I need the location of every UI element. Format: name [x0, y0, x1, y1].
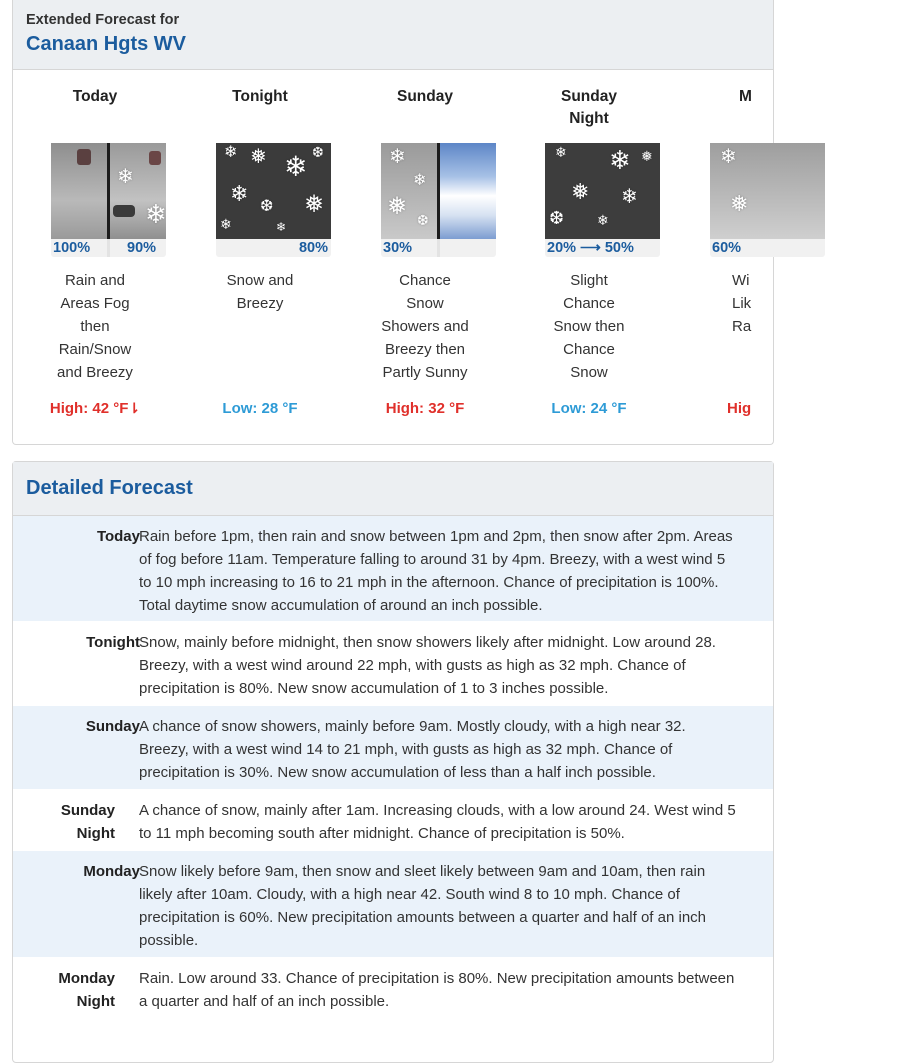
snow-rain-icon[interactable]: ❄ ❅ 60%: [710, 143, 825, 257]
detailed-row-label: Today: [96, 528, 140, 545]
period-temperature: High: 32 °F: [385, 400, 465, 417]
detailed-forecast-panel: [12, 461, 774, 1063]
down-arrow-icon: ⇂: [128, 400, 141, 416]
detailed-row-text: Snow likely before 9am, then snow and sleet likely between 9am and 10am, then rain likely after 10am. Cloudy, with a high near 42. South wind 8 to 10 mph. Chance of precipitation is 60%. New precipitation amounts between a quarter and half of an inch possible.: [139, 863, 707, 949]
detailed-forecast-title: Detailed Forecast: [26, 477, 193, 499]
detailed-row-text: A chance of snow showers, mainly before 9am. Mostly cloudy, with a high near 32. Breezy, with a west wind 14 to 21 mph, with gusts as high as 32 mph. Chance of precipitation is 30%. New snow accumulation of less than a half inch possible.: [139, 718, 686, 781]
period-temperature: [13, 400, 177, 417]
forecast-period-sunday-night[interactable]: [507, 70, 671, 444]
forecast-period-today[interactable]: [13, 70, 177, 444]
detailed-row-monday: [13, 851, 773, 957]
detailed-row-today: [13, 516, 773, 621]
pop-right: 90%: [127, 240, 157, 256]
rain-fog-icon[interactable]: ❄ ❄ 100% 90%: [51, 143, 166, 257]
detailed-row-sunday: [13, 706, 773, 789]
period-name: Sunday: [397, 88, 453, 105]
forecast-period-tonight[interactable]: [178, 70, 342, 444]
snow-night-icon[interactable]: ❄ ❄ ❅ ❅ ❄ ❆ ❄ 20% ⟶ 50%: [545, 143, 660, 257]
period-description: Chance Snow Showers and Breezy then Partly Sunny: [381, 272, 469, 381]
period-name: Sunday Night: [561, 88, 617, 127]
location-title[interactable]: Canaan Hgts WV: [26, 33, 187, 55]
period-temperature: Low: 24 °F: [551, 400, 627, 417]
temperature-value: High: 42 °F: [49, 400, 129, 417]
detailed-row-sunday-night: [13, 790, 773, 850]
extended-forecast-header: [13, 0, 773, 70]
period-description: Slight Chance Snow then Chance Snow: [553, 272, 625, 381]
detailed-row-tonight: [13, 622, 773, 705]
detailed-row-monday-night: [13, 958, 773, 1028]
forecast-period-monday[interactable]: [672, 70, 836, 444]
detailed-forecast-header: [13, 462, 773, 516]
pop-value: 20% ⟶ 50%: [547, 240, 634, 256]
detailed-row-text: Rain before 1pm, then rain and snow between 1pm and 2pm, then snow after 2pm. Areas of fog before 11am. Temperature falling to around 31 by 4pm. Breezy, with a west wind 5 to 10 mph increasing to 16 to 21 mph in the afternoon. Chance of precipitation is 100%. Total daytime snow accumulation of around an inch possible.: [139, 528, 733, 614]
detailed-row-label: Monday: [83, 863, 140, 880]
period-temperature: Hig: [727, 400, 752, 417]
period-temperature: Low: 28 °F: [222, 400, 298, 417]
pop-left: 100%: [53, 240, 91, 256]
forecast-period-sunday[interactable]: [343, 70, 507, 444]
detailed-row-label: Sunday: [85, 718, 140, 735]
detailed-row-label: Sunday Night: [60, 802, 115, 842]
snow-icon[interactable]: ❄ ❅ ❄ ❆ ❄ ❆ ❅ ❄ ❄ 80%: [216, 143, 331, 257]
period-name: M: [739, 88, 752, 105]
detailed-row-text: Rain. Low around 33. Chance of precipitation is 80%. New precipitation amounts between a quarter and half of an inch possible.: [139, 970, 735, 1010]
period-name: Today: [72, 88, 118, 105]
detailed-row-text: Snow, mainly before midnight, then snow showers likely after midnight. Low around 28. Breezy, with a west wind around 22 mph, with gusts as high as 32 mph. Chance of precipitation is 80%. New snow accumulation of 1 to 3 inches possible.: [139, 634, 716, 697]
snow-showers-partly-sunny-icon[interactable]: ❄ ❄ ❅ ❆ 30%: [381, 143, 496, 257]
period-description: Rain and Areas Fog then Rain/Snow and Breezy: [57, 272, 133, 381]
extended-forecast-subtitle: Extended Forecast for: [26, 12, 180, 28]
pop-value: 60%: [712, 240, 742, 256]
extended-forecast-panel: [12, 0, 774, 445]
detailed-row-text: A chance of snow, mainly after 1am. Increasing clouds, with a low around 24. West wind 5 to 11 mph becoming south after midnight. Chance of precipitation is 50%.: [139, 802, 736, 842]
period-name: Tonight: [232, 88, 288, 105]
period-description: Snow and Breezy: [226, 272, 294, 312]
pop-value: 30%: [383, 240, 413, 256]
pop-value: 80%: [298, 240, 328, 256]
detailed-row-label: Tonight: [86, 634, 140, 651]
detailed-row-label: Monday Night: [58, 970, 115, 1010]
period-description: Wi Lik Ra: [732, 272, 752, 335]
